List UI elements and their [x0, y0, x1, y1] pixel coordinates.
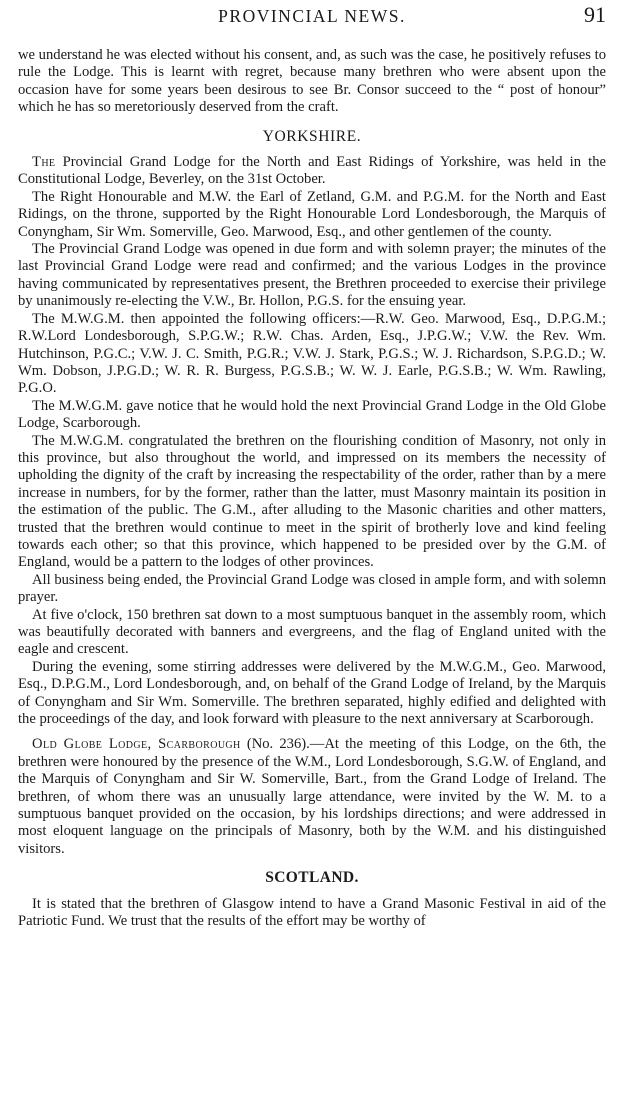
yorkshire-paragraph-8: At five o'clock, 150 brethren sat down to a most sumptuous banquet in the assembly room, which was beautifully decorated with banners and evergreens, and the flag of England united with the eagle and crescent. — [18, 606, 606, 658]
yorkshire-paragraph-4: The M.W.G.M. then appointed the following officers:—R.W. Geo. Marwood, Esq., D.P.G.M.; R.W.Lord Londesborough, S.P.G.W.; R.W. Chas. Arden, Esq., J.P.G.W.; V.W. the Rev. Wm. Hutchinson, P.G.C.; V.W. J. C. Smith, P.G.R.; V.W. J. Stark, P.G.S.; W. J. Richardson, S.P.G.D.; W. Wm. Dobson, J.P.G.D.; W. R. R. Burgess, P.G.S.B.; W. W. J. Earle, P.G.S.B.; W. Wm. Rawling, P.G.O. — [18, 310, 606, 397]
old-globe-lead: Old Globe Lodge, Scarborough — [32, 736, 241, 753]
lead-word: The — [32, 154, 56, 171]
section-heading-yorkshire: YORKSHIRE. — [262, 127, 362, 145]
yorkshire-paragraph-7: All business being ended, the Provincial Grand Lodge was closed in ample form, and with solemn prayer. — [18, 571, 606, 606]
running-head — [18, 2, 606, 30]
paragraph-gap — [18, 728, 606, 736]
old-globe-text: (No. 236).—At the meeting of this Lodge, on the 6th, the brethren were honoured by the presence of the W.M., Lord Londesborough, S.G.W. of England, and the Marquis of Conyngham and Sir W. Somerville, Bart., from the Grand Lodge of Ireland. The brethren, of whom there was an unusually large attendance, were invited by the W. M. to a sumptuous banquet provided on the occasion, by his lordships directions; and were addressed in most eloquent language on the principals of Masonry, both by the W.M. and his distinguished visitors. — [18, 736, 607, 857]
yorkshire-paragraph-1 — [18, 154, 606, 189]
intro-paragraph: we understand he was elected without his consent, and, as such was the case, he positively refuses to rule the Lodge. This is learnt with regret, because many brethren who were absent upon the occasion have for some years been desirous to see Br. Consor succeed to the “ post of honour” which he has so meretoriously deserved from the craft. — [18, 47, 606, 116]
yorkshire-paragraph-2: The Right Honourable and M.W. the Earl of Zetland, G.M. and P.G.M. for the North and East Ridings, on the throne, supported by the Right Honourable Lord Londesborough, the Marquis of Conyngham, Sir Wm. Somerville, Geo. Marwood, Esq., and other gentlemen of the county. — [18, 188, 606, 240]
yorkshire-paragraph-1-text: Provincial Grand Lodge for the North and East Ridings of Yorkshire, was held in the Constitutional Lodge, Beverley, on the 31st October. — [18, 154, 606, 188]
yorkshire-paragraph-6: The M.W.G.M. congratulated the brethren on the flourishing condition of Masonry, not only in this province, but also throughout the world, and impressed on its members the necessity of upholding the dignity of the craft by increasing the respectability of the order, rather than by a mere increase in numbers, for by the former, rather than the latter, must Masonry maintain its position in the estimation of the public. The G.M., after alluding to the Masonic charities and other matters, trusted that the brethren would continue to meet in the spirit of brotherly love and kind feeling towards each other; so that this province, which happened to be presided over by the G.M. of England, would be a pattern to the lodges of other provinces. — [18, 432, 606, 571]
yorkshire-paragraph-5: The M.W.G.M. gave notice that he would hold the next Provincial Grand Lodge in the Old Globe Lodge, Scarborough. — [18, 397, 606, 432]
yorkshire-paragraph-3: The Provincial Grand Lodge was opened in due form and with solemn prayer; the minutes of the last Provincial Grand Lodge were read and confirmed; and the various Lodges in the province having communicated by representatives present, the Brethren proceeded to exercise their privilege by unanimously re-electing the V.W., Br. Hollon, P.G.S. for the ensuing year. — [18, 241, 606, 310]
running-title: PROVINCIAL NEWS. — [218, 6, 406, 26]
page-number: 91 — [584, 2, 606, 27]
scotland-paragraph-1: It is stated that the brethren of Glasgow intend to have a Grand Masonic Festival in aid of the Patriotic Fund. We trust that the results of the effort may be worthy of — [18, 895, 606, 930]
section-heading-scotland: SCOTLAND. — [265, 869, 359, 887]
yorkshire-paragraph-9: During the evening, some stirring addresses were delivered by the M.W.G.M., Geo. Marwood, Esq., D.P.G.M., Lord Londesborough, and, on behalf of the Grand Lodge of Ireland, by the Marquis of Conyngham and Sir Wm. Somerville. The brethren separated, highly edified and delighted with the proceedings of the day, and look forward with pleasure to the next anniversary at Scarborough. — [18, 658, 606, 728]
old-globe-paragraph — [18, 736, 606, 858]
page-body — [18, 47, 606, 931]
